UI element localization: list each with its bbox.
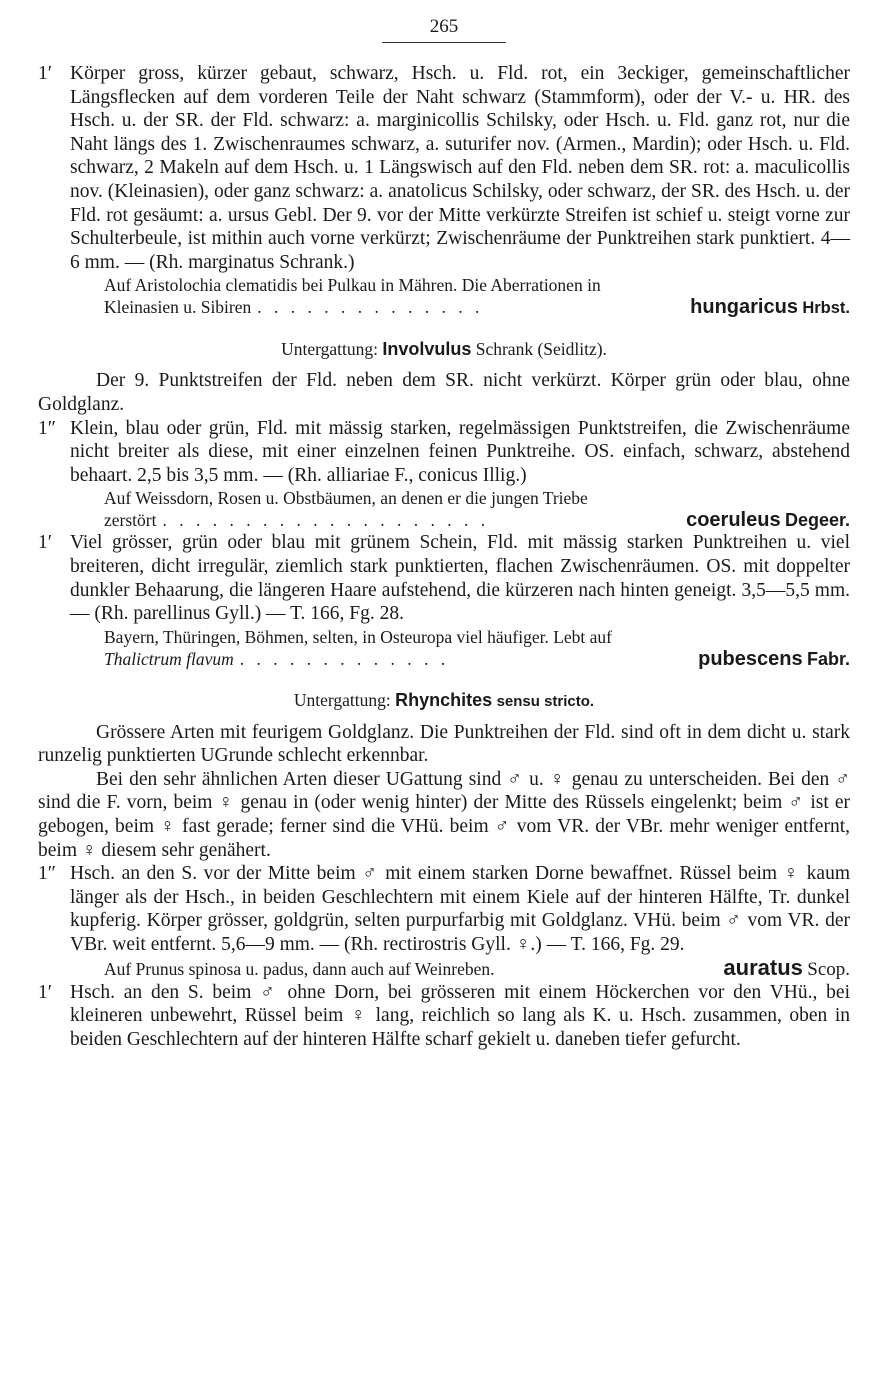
habitat-line: Auf Prunus spinosa u. padus, dann auch auf Weinreben.: [104, 958, 495, 979]
couplet-marker: 1′: [38, 532, 53, 554]
subgenus-description: Grössere Arten mit feurigem Goldglanz. Die Punktreihen der Fld. sind oft in dem dicht u. stark runzelig punktierten UGrunde schlecht erkennbar.: [38, 721, 850, 767]
habitat-line: Bayern, Thüringen, Böhmen, selten, in Osteuropa viel häufiger. Lebt auf: [104, 626, 613, 647]
habitat-tail: zerstört: [104, 510, 157, 531]
species-line: [38, 954, 850, 981]
subgenus-heading: [38, 338, 850, 361]
couplet-text: Körper gross, kürzer gebaut, schwarz, Hsch. u. Fld. rot, ein 3eckiger, gemeinschaftlicher Längsflecken auf dem vorderen Teile der Naht schwarz (Stammform), oder der V.- u. HR. des Hsch. u. der SR. der Fld. schwarz: a. marginicollis Schilsky, oder Hsch. u. Fld. ganz rot, nur die Naht längs des 1. Zwischenraumes schwarz, a. suturifer nov. (Armen., Mardin); oder Hsch. u. Fld. schwarz, 2 Makeln auf dem Hsch. u. 1 Längswisch auf den Fld. neben dem SR. rot: a. maculicollis nov. (Kleinasien), oder ganz schwarz: a. anatolicus Schilsky, oder schwarz, der SR. des Hsch. u. der Fld. rot gesäumt: a. ursus Gebl. Der 9. vor der Mitte verkürzte Streifen ist schief u. steigt vorne zur Schulterbeule, ist mithin auch vorne verkürzt; Zwischenräume der Punktreihen stark punktiert. 4—6 mm. — (Rh. marginatus Schrank.): [70, 63, 850, 273]
species-name: pubescens: [698, 647, 803, 670]
couplet-1-prime-c: [38, 981, 850, 1052]
subgenus-author: sensu stricto.: [496, 692, 595, 710]
couplet-1-double-prime-b: [38, 862, 850, 956]
couplet-marker: 1′: [38, 63, 53, 84]
species-line: [38, 509, 850, 531]
couplet-text: Klein, blau oder grün, Fld. mit mässig starken, regelmässigen Punktstreifen, die Zwischenräume nicht breiter als diese, mit einer einzelnen feinen Punktreihe. OS. einfach, schwarz, abstehend behaart. 2,5 bis 3,5 mm. — (Rh. alliariae F., conicus Illig.): [70, 417, 850, 486]
leader-dots: . . . . . . . . . . . . . . . . . . . .: [162, 510, 490, 531]
leader-dots: . . . . . . . . . . . . . .: [257, 297, 484, 318]
page-number: 265: [429, 16, 459, 37]
subgenus-name: Rhynchites: [395, 689, 493, 710]
subgenus-heading: [38, 689, 850, 713]
page: [38, 14, 850, 1051]
subgenus-author: Schrank (Seidlitz).: [475, 339, 607, 360]
habitat-tail: Kleinasien u. Sibiren: [104, 297, 252, 318]
couplet-marker: 1″: [38, 417, 56, 439]
habitat-line: Auf Weissdorn, Rosen u. Obstbäumen, an denen er die jungen Triebe: [104, 488, 588, 509]
species-line: [38, 648, 850, 670]
sex-note: Bei den sehr ähnlichen Arten dieser UGattung sind ♂ u. ♀ genau zu unterscheiden. Bei den ♂ sind die F. vorn, beim ♀ genau in (oder wenig hinter) der Mitte des Rüssels eingelenkt; beim ♂ ist er gebogen, beim ♀ fast gerade; ferner sind die VHü. beim ♂ vom VR. der VBr. mehr weniger entfernt, beim ♀ diesem sehr genähert.: [38, 768, 850, 861]
species-author: Hrbst.: [802, 299, 850, 318]
couplet-text: Hsch. an den S. vor der Mitte beim ♂ mit einem starken Dorne bewaffnet. Rüssel beim ♀ kaum länger als der Hsch., in beiden Geschlechtern mit einem Kiele auf der hinteren Hälfte, Tr. dunkel kupferig. Körper grösser, goldgrün, selten purpurfarbig mit Goldglanz. VHü. beim ♂ vom VR. der VBr. weit entfernt. 5,6—9 mm. — (Rh. rectirostris Gyll. ♀.) — T. 166, Fg. 29.: [70, 863, 850, 956]
couplet-marker: 1′: [38, 981, 53, 1003]
species-line: [38, 296, 850, 319]
species-name: coeruleus: [686, 509, 781, 532]
subgenus-description: Der 9. Punktstreifen der Fld. neben dem SR. nicht verkürzt. Körper grün oder blau, ohne Goldglanz.: [38, 370, 850, 415]
species-name: auratus: [723, 954, 803, 980]
subgenus-name: Involvulus: [382, 339, 472, 360]
species-author: Scop.: [807, 958, 850, 980]
habitat-line: Auf Aristolochia clematidis bei Pulkau in Mähren. Die Aberrationen in: [104, 275, 601, 296]
couplet-1-prime: [38, 62, 850, 274]
couplet-1-prime-b: [38, 531, 850, 625]
couplet-1-double-prime: [38, 417, 850, 488]
subgenus-label: Untergattung:: [281, 339, 378, 360]
species-author: Degeer.: [784, 510, 850, 531]
couplet-text: Viel grösser, grün oder blau mit grünem Schein, Fld. mit mässig starken Punktreihen u. viel breiteren, dicht irregulär, ziemlich stark punktierten, flachen Zwischenräumen. OS. mit doppelter dunkler Behaarung, die längeren Haare aufstehend, die kürzeren nach hinten geneigt. 3,5—5,5 mm. — (Rh. parellinus Gyll.) — T. 166, Fg. 28.: [70, 532, 850, 625]
couplet-text: Hsch. an den S. beim ♂ ohne Dorn, bei grösseren mit einem Höckerchen vor den VHü., bei kleineren unbewehrt, Rüssel beim ♀ lang, reichlich so lang als K. u. Hsch. zusammen, oben in beiden Geschlechtern auf der hinteren Hälfte scharf gekielt u. daneben tiefer gefurcht.: [70, 981, 850, 1050]
species-name: hungaricus: [690, 296, 798, 319]
species-author: Fabr.: [806, 648, 850, 669]
leader-dots: . . . . . . . . . . . . .: [239, 648, 450, 669]
habitat-tail: Thalictrum flavum: [104, 648, 234, 669]
couplet-marker: 1″: [38, 863, 56, 885]
subgenus-label: Untergattung:: [293, 689, 391, 710]
